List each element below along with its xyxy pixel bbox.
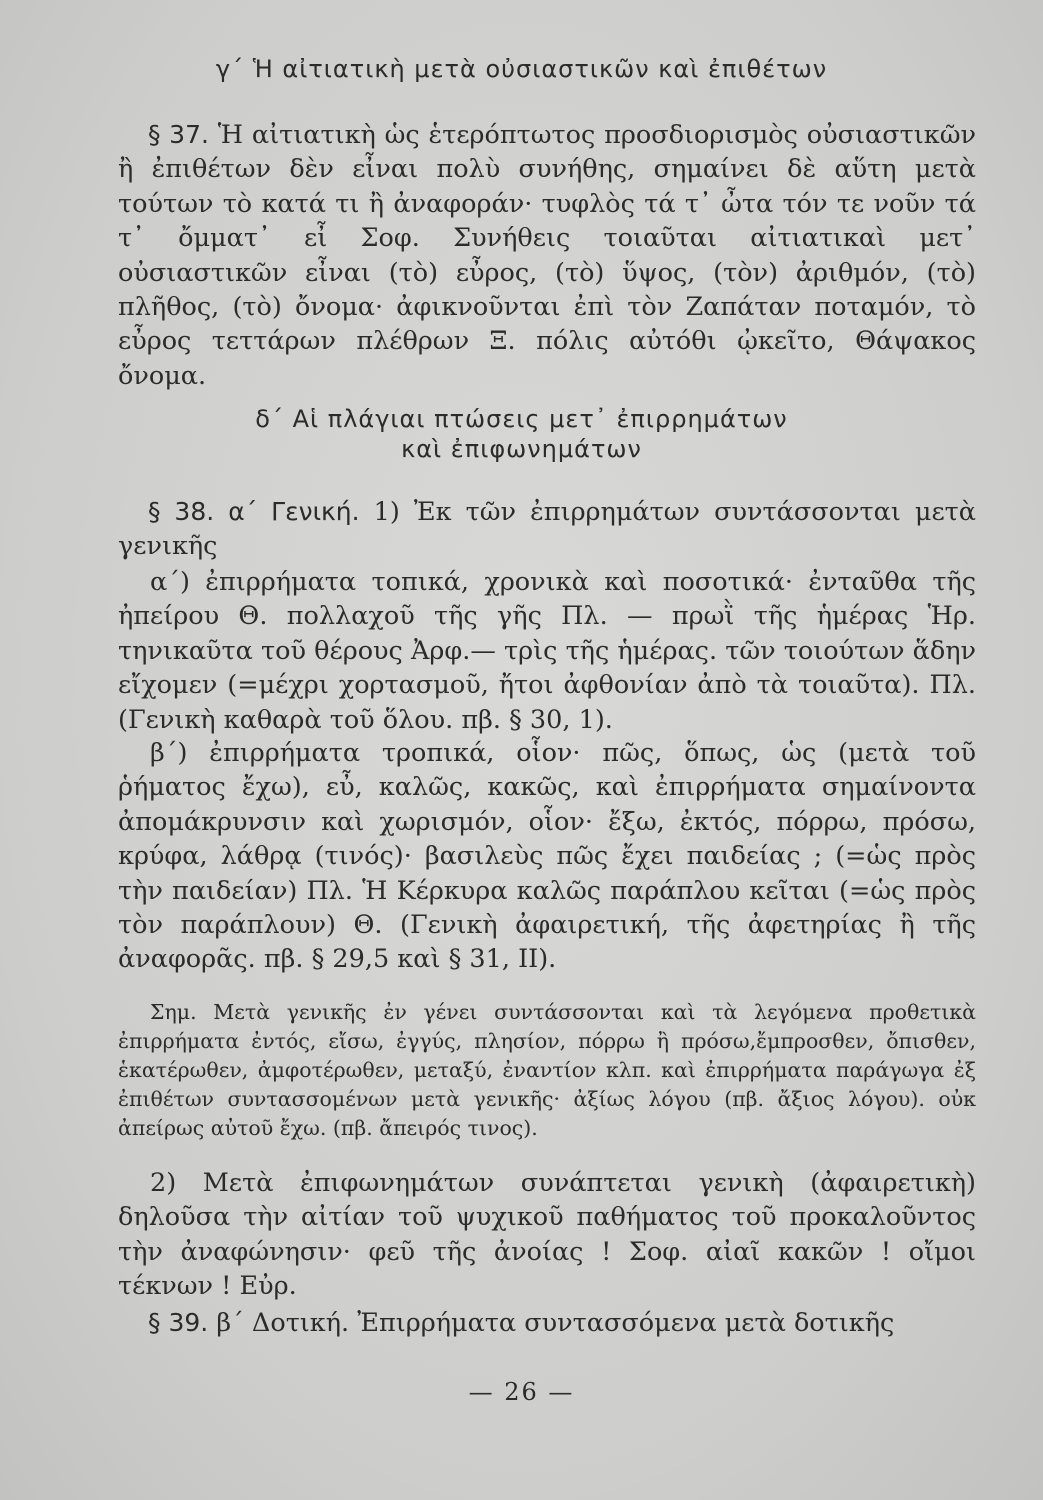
paragraph-37-text: Ἡ αἰτιατικὴ ὡς ἑτερόπτωτος προσδιορισμὸς οὐσιαστικῶν ἢ ἐπιθέτων δὲν εἶναι πολὺ συνήθης, σημαίνει δὲ αὕτη μετὰ τούτων τὸ κατά τι ἢ ἀναφοράν· τυφλὸς τά τ᾽ ὦτα τόν τε νοῦν τά τ᾽ ὄμματ᾽ εἶ Σοφ. Συνήθεις τοιαῦται αἰτιατικαὶ μετ᾽ οὐσιαστικῶν εἶναι (τὸ) εὖρος, (τὸ) ὕψος, (τὸν) ἀριθμόν, (τὸ) πλῆθος, (τὸ) ὄνομα· ἀφικνοῦνται ἐπὶ τὸν Ζαπάταν ποταμόν, τὸ εὖρος τεττάρων πλέθρων Ξ. πόλις αὐτόθι ᾠκεῖτο, Θάψακος ὄνομα. — [118, 120, 976, 391]
section-37-number: § 37. — [148, 120, 209, 149]
heading-oblique-line1: δ΄ Αἱ πλάγιαι πτώσεις μετ᾽ ἐπιρρημάτων — [255, 405, 788, 433]
section-39-number: § 39. — [148, 1308, 209, 1337]
heading-oblique-cases — [0, 404, 1043, 464]
section-38-label: α΄ Γενική. — [228, 497, 360, 526]
heading-oblique-line2: καὶ ἐπιφωνημάτων — [401, 435, 642, 463]
paragraph-39-text: β΄ Δοτική. Ἐπιρρήματα συντασσόμενα μετὰ δοτικῆς — [216, 1308, 895, 1338]
page-number: — 26 — — [468, 1378, 575, 1406]
item-a: α΄) ἐπιρρήματα τοπικά, χρονικὰ καὶ ποσοτικά· ἐνταῦθα τῆς ἠπείρου Θ. πολλαχοῦ τῆς γῆς Πλ. — πρωῒ τῆς ἡμέρας Ἡρ. τηνικαῦτα τοῦ θέρους Ἀρφ.— τρὶς τῆς ἡμέρας. τῶν τοιούτων ἅδην εἴχομεν (=μέχρι χορτασμοῦ, ἤτοι ἀφθονίαν ἀπὸ τὰ τοιαῦτα). Πλ. (Γενικὴ καθαρὰ τοῦ ὅλου. πβ. § 30, 1). — [118, 567, 976, 735]
heading-accusative: γ΄ Ἡ αἰτιατικὴ μετὰ οὐσιαστικῶν καὶ ἐπιθέτων — [215, 55, 828, 83]
item-b: β΄) ἐπιρρήματα τροπικά, οἷον· πῶς, ὅπως, ὡς (μετὰ τοῦ ῥήματος ἔχω), εὖ, καλῶς, κακῶς, καὶ ἐπιρρήματα σημαίνοντα ἀπομάκρυνσιν καὶ χωρισμόν, οἷον· ἔξω, ἐκτός, πόρρω, πρόσω, κρύφα, λάθρᾳ (τινός)· βασιλεὺς πῶς ἔχει παιδείας ; (=ὡς πρὸς τὴν παιδείαν) Πλ. Ἡ Κέρκυρα καλῶς παράπλου κεῖται (=ὡς πρὸς τὸν παράπλουν) Θ. (Γενικὴ ἀφαιρετική, τῆς ἀφετηρίας ἢ τῆς ἀναφορᾶς. πβ. § 29,5 καὶ § 31, ΙΙ). — [118, 738, 976, 975]
note-paragraph: Σημ. Μετὰ γενικῆς ἐν γένει συντάσσονται καὶ τὰ λεγόμενα προθετικὰ ἐπιρρήματα ἐντός, εἴσω, ἐγγύς, πλησίον, πόρρω ἢ πρόσω,ἔμπροσθεν, ὄπισθεν, ἑκατέρωθεν, ἀμφοτέρωθεν, μεταξύ, ἐναντίον κλπ. καὶ ἐπιρρήματα παράγωγα ἐξ ἐπιθέτων συντασσομένων μετὰ γενικῆς· ἀξίως λόγου (πβ. ἄξιος λόγου). οὐκ ἀπείρως αὐτοῦ ἔχω. (πβ. ἄπειρός τινος). — [118, 1000, 976, 1140]
paragraph-38-2: 2) Μετὰ ἐπιφωνημάτων συνάπτεται γενικὴ (ἀφαιρετικὴ) δηλοῦσα τὴν αἰτίαν τοῦ ψυχικοῦ παθήματος τοῦ προκαλοῦντος τὴν ἀναφώνησιν· φεῦ τῆς ἀνοίας ! Σοφ. αἰαῖ κακῶν ! οἴμοι τέκνων ! Εὐρ. — [118, 1168, 976, 1302]
paragraph-39 — [118, 1306, 976, 1340]
paragraph-38 — [118, 495, 976, 564]
section-38-number: § 38. — [148, 497, 215, 526]
paragraph-38-intro: 1) Ἐκ τῶν ἐπιρρημάτων συντάσσονται μετὰ γενικῆς — [118, 497, 977, 562]
paragraph-37 — [118, 118, 976, 393]
